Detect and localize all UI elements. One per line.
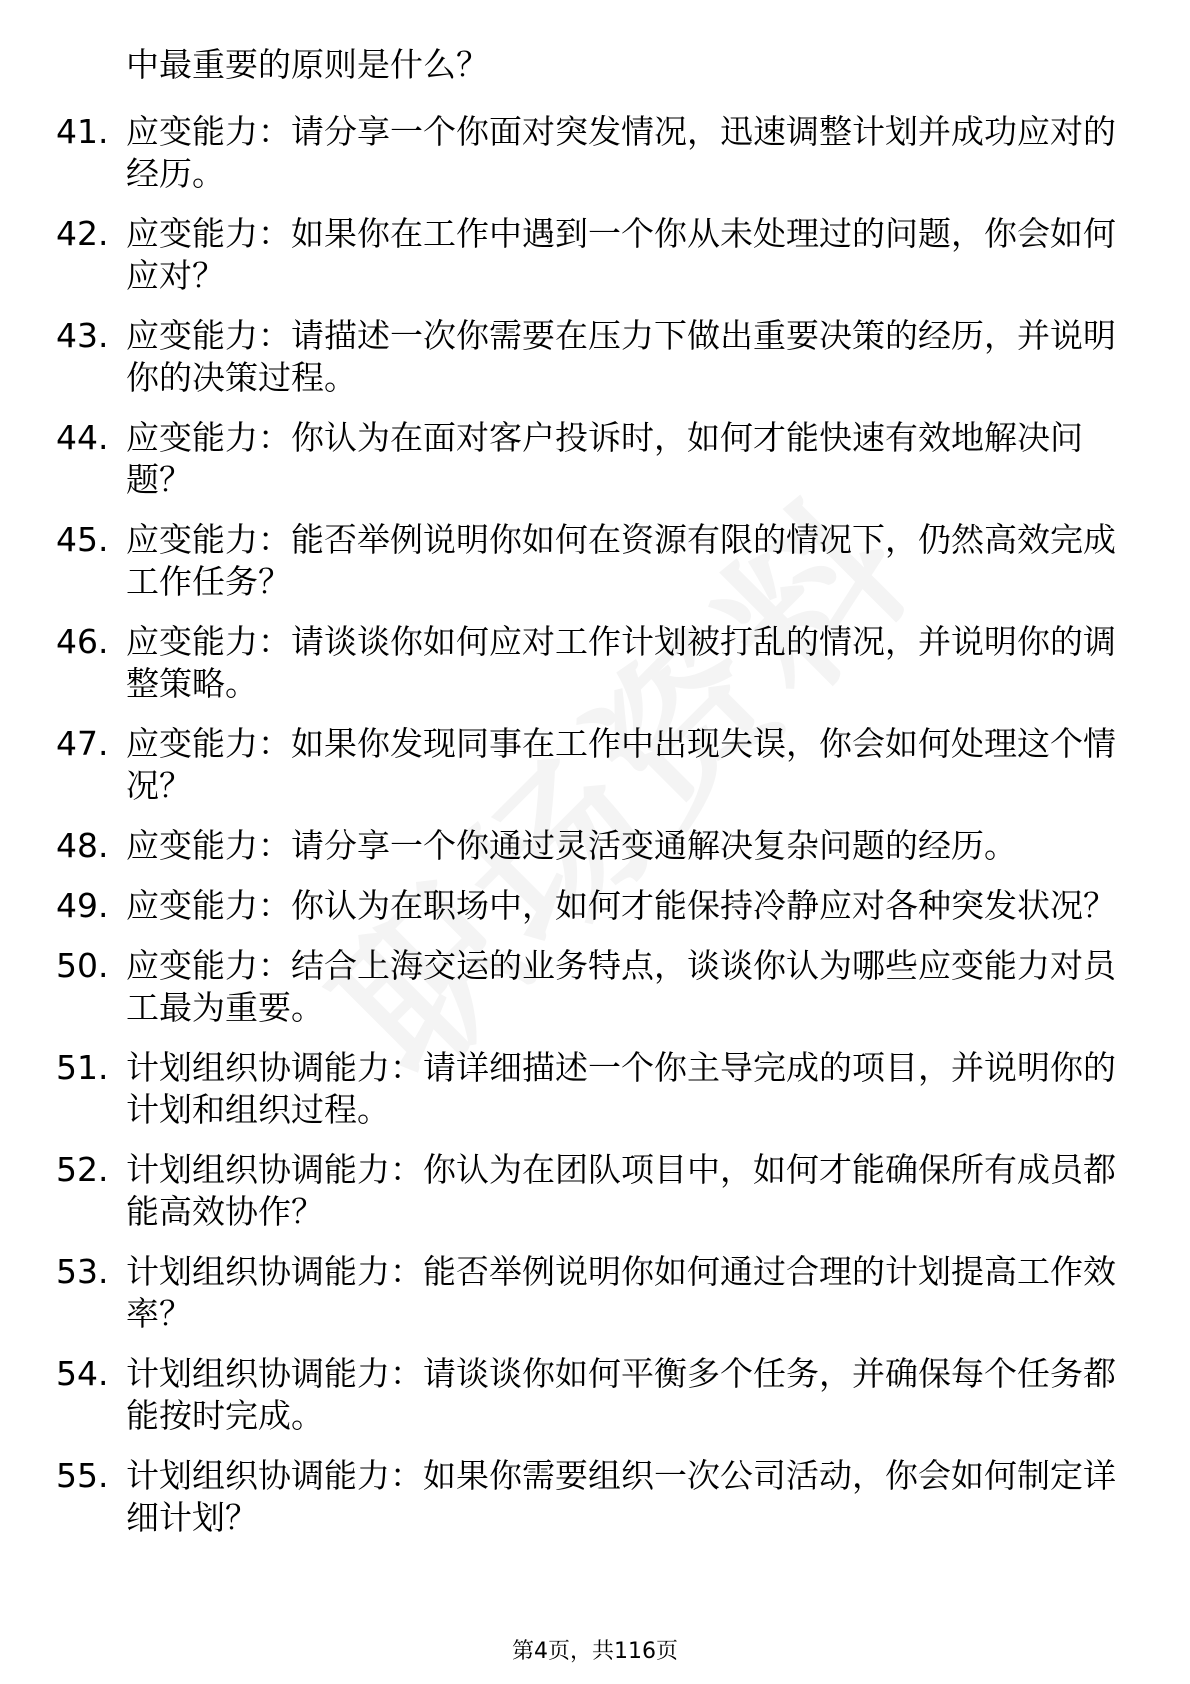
list-item [56, 723, 1136, 807]
item-text: 计划组织协调能力：请谈谈你如何平衡多个任务，并确保每个任务都能按时完成。 [126, 1354, 1116, 1435]
continued-text: 中最重要的原则是什么？ [126, 45, 489, 84]
item-text: 应变能力：你认为在面对客户投诉时，如何才能快速有效地解决问题？ [126, 418, 1083, 499]
item-number: 55. [56, 1456, 109, 1495]
item-text: 应变能力：如果你发现同事在工作中出现失误，你会如何处理这个情况？ [126, 724, 1116, 805]
item-text: 应变能力：请谈谈你如何应对工作计划被打乱的情况，并说明你的调整策略。 [126, 622, 1116, 703]
item-number: 52. [56, 1150, 109, 1189]
item-text: 应变能力：请分享一个你通过灵活变通解决复杂问题的经历。 [126, 826, 1017, 865]
item-number: 45. [56, 520, 109, 559]
item-text: 计划组织协调能力：你认为在团队项目中，如何才能确保所有成员都能高效协作？ [126, 1150, 1116, 1231]
item-number: 50. [56, 946, 109, 985]
list-item [56, 1353, 1136, 1437]
item-number: 46. [56, 622, 109, 661]
list-item [56, 417, 1136, 501]
item-text: 应变能力：结合上海交运的业务特点，谈谈你认为哪些应变能力对员工最为重要。 [126, 946, 1116, 1027]
item-number: 53. [56, 1252, 109, 1291]
list-item [56, 1047, 1136, 1131]
list-item [56, 885, 1136, 927]
item-text: 应变能力：如果你在工作中遇到一个你从未处理过的问题，你会如何应对？ [126, 214, 1116, 295]
item-text: 计划组织协调能力：请详细描述一个你主导完成的项目，并说明你的计划和组织过程。 [126, 1048, 1116, 1129]
item-number: 54. [56, 1354, 109, 1393]
list-item [56, 111, 1136, 195]
item-number: 42. [56, 214, 109, 253]
list-item [56, 621, 1136, 705]
item-text: 应变能力：能否举例说明你如何在资源有限的情况下，仍然高效完成工作任务？ [126, 520, 1116, 601]
item-text: 应变能力：请描述一次你需要在压力下做出重要决策的经历，并说明你的决策过程。 [126, 316, 1116, 397]
list-item [56, 1251, 1136, 1335]
item-text: 应变能力：你认为在职场中，如何才能保持冷静应对各种突发状况？ [126, 886, 1116, 925]
list-item [56, 315, 1136, 399]
item-number: 51. [56, 1048, 109, 1087]
item-text: 计划组织协调能力：如果你需要组织一次公司活动，你会如何制定详细计划？ [126, 1456, 1116, 1537]
item-text: 应变能力：请分享一个你面对突发情况，迅速调整计划并成功应对的经历。 [126, 112, 1116, 193]
list-item [56, 519, 1136, 603]
list-item [56, 213, 1136, 297]
item-number: 41. [56, 112, 109, 151]
item-number: 48. [56, 826, 109, 865]
question-list [56, 111, 1136, 1557]
list-item [56, 825, 1136, 867]
list-item [56, 1149, 1136, 1233]
item-text: 计划组织协调能力：能否举例说明你如何通过合理的计划提高工作效率？ [126, 1252, 1116, 1333]
list-item [56, 1455, 1136, 1539]
item-number: 47. [56, 724, 109, 763]
page-footer: 第4页，共116页 [512, 1639, 678, 1664]
item-number: 49. [56, 886, 109, 925]
list-item [56, 945, 1136, 1029]
item-number: 44. [56, 418, 109, 457]
item-number: 43. [56, 316, 109, 355]
